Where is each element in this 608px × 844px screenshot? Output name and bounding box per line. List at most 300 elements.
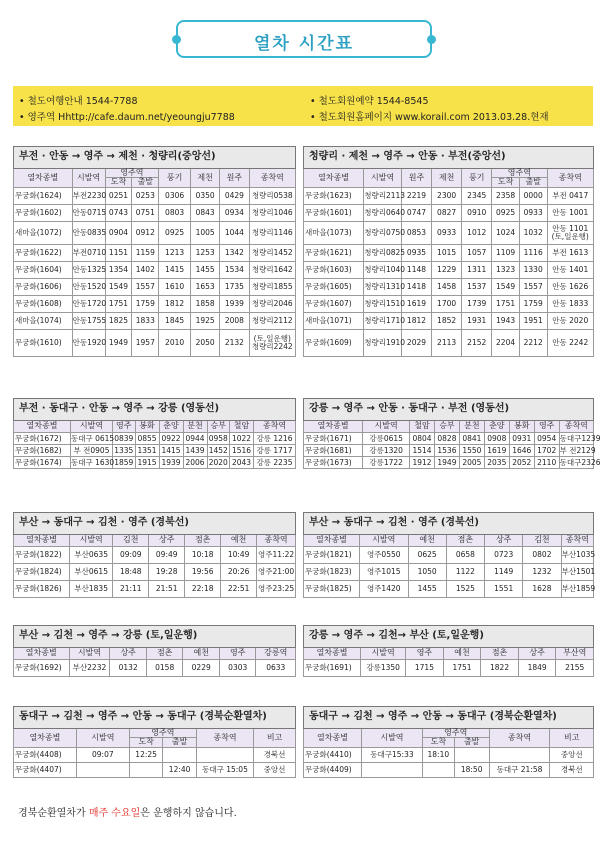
- column-header: 영주: [406, 648, 444, 660]
- table-caption: 강릉 → 영주 → 김천→ 부산 (토,일운행): [304, 626, 594, 648]
- column-header: 철암: [410, 421, 435, 433]
- column-header: 영주: [219, 648, 256, 660]
- table-cell: 1402: [132, 261, 159, 278]
- table-cell: 1700: [432, 295, 462, 312]
- table-row: [14, 261, 296, 278]
- table-row: [14, 221, 296, 244]
- table-cell: 청량리0750: [364, 221, 402, 244]
- table-cell: 1458: [432, 278, 462, 295]
- column-header: 열차종별: [304, 535, 360, 547]
- table-row: [304, 295, 594, 312]
- column-header: 제천: [190, 169, 219, 188]
- table-cell: 청량리2112: [249, 312, 295, 329]
- table-cell: 2113: [432, 329, 462, 356]
- table-cell: 2132: [220, 329, 249, 356]
- table-row: [14, 547, 296, 564]
- table-cell: 1323: [492, 261, 520, 278]
- table-cell: 1516: [230, 445, 254, 457]
- table-cell: 1858: [190, 295, 219, 312]
- footnote-pre: 경북순환열차가: [18, 808, 89, 819]
- table-cell: 1628: [523, 581, 561, 598]
- table-cell: 2050: [190, 329, 219, 356]
- table-cell: 1943: [492, 312, 520, 329]
- table-cell: 무궁화(1823): [304, 564, 360, 581]
- table-cell: 1751: [105, 295, 132, 312]
- table-cell: 무궁화(1602): [14, 204, 73, 221]
- column-header: 원주: [401, 169, 431, 188]
- column-header: 풍기: [462, 169, 492, 188]
- column-header: 열차종별: [14, 169, 73, 188]
- column-header: 강릉역: [256, 648, 296, 660]
- table-cell: 1151: [105, 244, 132, 261]
- table-cell: [422, 762, 454, 777]
- table-cell: 0933: [519, 204, 547, 221]
- table-cell: 2052: [509, 457, 534, 469]
- table-cell: 1415: [159, 445, 183, 457]
- table-cell: 안동0715: [72, 204, 105, 221]
- table-cell: 0855: [135, 433, 159, 445]
- table-cell: 10:49: [221, 547, 257, 564]
- table-cell: 1439: [183, 445, 207, 457]
- table-cell: 청량리1642: [249, 261, 295, 278]
- table-cell: 0658: [446, 547, 484, 564]
- column-header: 열차종별: [304, 169, 364, 188]
- column-header: 열차종별: [14, 535, 70, 547]
- table-cell: 1931: [462, 312, 492, 329]
- table-caption: 청량리 · 제천 → 영주 → 안동 · 부전(중앙선): [304, 147, 594, 169]
- table-cell: 청량리2113: [364, 187, 402, 204]
- table-cell: 안동1720: [72, 295, 105, 312]
- table-cell: 19:28: [149, 564, 185, 581]
- table-row: [14, 312, 296, 329]
- table-cell: 부산1501: [561, 564, 593, 581]
- table-cell: [163, 747, 197, 762]
- table-cell: 부전 1613: [547, 244, 594, 261]
- table-cell: 1005: [190, 221, 219, 244]
- table-row: [14, 747, 296, 762]
- column-header: 열차종별: [14, 729, 77, 748]
- table-cell: 1849: [518, 660, 556, 677]
- table-cell: 1812: [159, 295, 191, 312]
- table-cell: 청량리0825: [364, 244, 402, 261]
- table-cell: 20:26: [221, 564, 257, 581]
- table-cell: 부전0710: [72, 244, 105, 261]
- title-box: [176, 20, 432, 58]
- column-header: 종착역: [249, 169, 295, 188]
- table-cell: 강릉1320: [363, 445, 410, 457]
- table-cell: 2005: [459, 457, 484, 469]
- column-header: 김천: [523, 535, 561, 547]
- table-cell: 1057: [462, 244, 492, 261]
- table-cell: 무궁화(1608): [14, 295, 73, 312]
- column-header: 승부: [207, 421, 230, 433]
- table-cell: 1939: [220, 295, 249, 312]
- table-cell: 강릉1722: [363, 457, 410, 469]
- column-header: 시발역: [361, 648, 406, 660]
- table-cell: 무궁화(4408): [14, 747, 77, 762]
- table-cell: 무궁화(1671): [304, 433, 363, 445]
- table-row: [304, 433, 594, 445]
- table-cell: 0306: [159, 187, 191, 204]
- table-cell: 부산1835: [70, 581, 113, 598]
- table-row: [14, 295, 296, 312]
- table-cell: 18:50: [454, 762, 489, 777]
- table-cell: 2155: [556, 660, 594, 677]
- table-cell: 0934: [220, 204, 249, 221]
- table-row: [304, 221, 594, 244]
- table-cell: 0933: [432, 221, 462, 244]
- table-cell: [362, 762, 423, 777]
- table-cell: 0935: [401, 244, 431, 261]
- table-cell: 1551: [485, 581, 523, 598]
- table-cell: 09:49: [149, 547, 185, 564]
- table-cell: 1646: [509, 445, 534, 457]
- table-cell: 1050: [408, 564, 446, 581]
- table-cell: 무궁화(4409): [304, 762, 362, 777]
- table-row: [304, 261, 594, 278]
- table-cell: 안동 1101 (토,일운행): [547, 221, 594, 244]
- column-header: 종착역: [489, 729, 550, 748]
- column-header: 열차종별: [14, 421, 71, 433]
- table-row: [14, 244, 296, 261]
- table-row: [14, 564, 296, 581]
- table-cell: 1024: [492, 221, 520, 244]
- table-row: [304, 747, 594, 762]
- table-cell: 0910: [462, 204, 492, 221]
- table-cell: 1610: [159, 278, 191, 295]
- table-row: [14, 433, 296, 445]
- table-cell: 0931: [509, 433, 534, 445]
- table-row: [14, 457, 296, 469]
- table-cell: 1537: [462, 278, 492, 295]
- table-cell: 2204: [492, 329, 520, 356]
- table-row: [14, 660, 296, 677]
- table-cell: 안동1520: [72, 278, 105, 295]
- table-cell: 1455: [190, 261, 219, 278]
- table-cell: 안동 1833: [547, 295, 594, 312]
- table-cell: [76, 762, 129, 777]
- column-header: 영주역: [422, 729, 489, 738]
- column-header: 제천: [432, 169, 462, 188]
- table-row: [304, 187, 594, 204]
- table-cell: 21:11: [113, 581, 149, 598]
- table-cell: 1330: [519, 261, 547, 278]
- table-cell: 영주0550: [359, 547, 408, 564]
- timetable-gyeongbuk-down: [13, 512, 296, 598]
- table-caption: 부산 → 동대구 → 김천 · 영주 (경북선): [14, 513, 296, 535]
- info-line-reservation: • 철도회원예약 1544-8545: [310, 96, 429, 107]
- table-cell: 새마을(1071): [304, 312, 364, 329]
- column-header: 승부: [434, 421, 459, 433]
- table-row: [304, 564, 594, 581]
- table-cell: 동대구2326: [559, 457, 601, 467]
- table-cell: 1253: [190, 244, 219, 261]
- table-cell: 1455: [408, 581, 446, 598]
- table-cell: 12:25: [129, 747, 163, 762]
- table-row: [14, 329, 296, 356]
- table-cell: 무궁화(1825): [304, 581, 360, 598]
- table-cell: 1833: [132, 312, 159, 329]
- table-cell: 1949: [434, 457, 459, 469]
- table-cell: 무궁화(1822): [14, 547, 70, 564]
- table-cell: 무궁화(1826): [14, 581, 70, 598]
- table-cell: 청량리1910: [364, 329, 402, 356]
- table-cell: 0350: [190, 187, 219, 204]
- table-cell: 0839: [114, 433, 134, 443]
- page-title: 열차 시간표: [253, 34, 355, 54]
- timetable-jungang-up: [303, 146, 594, 357]
- column-subheader: 도착: [422, 738, 454, 747]
- table-cell: 1751: [443, 660, 481, 677]
- table-cell: 0743: [105, 204, 132, 221]
- table-cell: 무궁화(1609): [304, 329, 364, 356]
- table-cell: 09:07: [76, 747, 129, 762]
- table-cell: 무궁화(4410): [304, 747, 362, 762]
- table-cell: 부산2232: [69, 660, 110, 677]
- column-subheader: 도착: [129, 738, 163, 747]
- table-cell: 2300: [432, 187, 462, 204]
- table-cell: 1525: [446, 581, 484, 598]
- table-cell: 청량리1510: [364, 295, 402, 312]
- table-cell: 1619: [484, 445, 509, 457]
- table-row: [304, 204, 594, 221]
- table-row: [14, 581, 296, 598]
- table-cell: 무궁화(1824): [14, 564, 70, 581]
- column-header: 종착역: [257, 535, 296, 547]
- table-cell: 1012: [462, 221, 492, 244]
- table-cell: 1229: [432, 261, 462, 278]
- table-cell: 중앙선: [550, 747, 594, 762]
- table-row: [14, 445, 296, 457]
- timetable-circular-b: [303, 706, 594, 778]
- column-header: 시발역: [362, 729, 423, 748]
- table-cell: 강릉 1717: [254, 445, 296, 457]
- table-caption: 동대구 → 김천 → 영주 → 안동 → 동대구 (경북순환열차): [14, 707, 296, 729]
- table-cell: 0802: [523, 547, 561, 564]
- table-cell: 1822: [481, 660, 519, 677]
- column-header: 종착역: [561, 535, 593, 547]
- table-cell: 1044: [220, 221, 249, 244]
- table-cell: 무궁화(1674): [14, 457, 71, 469]
- table-row: [304, 244, 594, 261]
- table-caption: 동대구 → 김천 → 영주 → 안동 → 동대구 (경북순환열차): [304, 707, 594, 729]
- table-cell: 안동 1001: [547, 204, 594, 221]
- table-cell: 무궁화(1623): [304, 187, 364, 204]
- table-cell: 중앙선: [254, 762, 296, 777]
- table-cell: 12:40: [163, 762, 197, 777]
- table-cell: 1939: [159, 457, 183, 469]
- column-header: 시발역: [364, 169, 402, 188]
- timetable-busan-gangneung: [13, 625, 296, 677]
- table-cell: 안동 2020: [547, 312, 594, 329]
- column-header: 춘양: [484, 421, 509, 433]
- column-header: 열차종별: [304, 648, 361, 660]
- table-cell: 1550: [459, 445, 484, 457]
- column-header: 시발역: [71, 421, 113, 433]
- table-cell: 1549: [105, 278, 132, 295]
- column-header: 시발역: [359, 535, 408, 547]
- table-cell: 0723: [485, 547, 523, 564]
- table-cell: 무궁화(1691): [304, 660, 361, 677]
- table-cell: 안동 1401: [547, 261, 594, 278]
- column-header: 예천: [443, 648, 481, 660]
- table-cell: 무궁화(1673): [304, 457, 363, 469]
- table-cell: 1735: [220, 278, 249, 295]
- table-row: [14, 278, 296, 295]
- table-cell: 1951: [519, 312, 547, 329]
- table-cell: 청량리1040: [364, 261, 402, 278]
- table-cell: 0251: [105, 187, 132, 204]
- table-cell: 부산0635: [70, 547, 113, 564]
- column-header: 영주: [534, 421, 559, 433]
- column-header: 상주: [518, 648, 556, 660]
- table-cell: 2006: [183, 457, 207, 469]
- table-cell: 1534: [220, 261, 249, 278]
- table-cell: 0853: [401, 221, 431, 244]
- table-cell: 0843: [190, 204, 219, 221]
- table-cell: 강릉0615: [363, 433, 410, 445]
- column-header: 영주역: [105, 169, 159, 178]
- column-header: 상주: [485, 535, 523, 547]
- table-cell: 0751: [132, 204, 159, 221]
- table-cell: 0132: [110, 660, 147, 677]
- table-row: [304, 762, 594, 777]
- table-cell: 강릉1350: [361, 660, 406, 677]
- table-caption: 강릉 → 영주 → 안동 · 동대구 · 부전 (영동선): [304, 399, 594, 421]
- table-cell: 09:09: [113, 547, 149, 564]
- column-header: 분천: [183, 421, 207, 433]
- column-header: 종착역: [196, 729, 253, 748]
- column-header: 점촌: [185, 535, 221, 547]
- table-cell: 2020: [208, 457, 228, 467]
- table-cell: 동대구 21:58: [489, 762, 550, 777]
- column-subheader: 출발: [163, 738, 197, 747]
- table-caption: 부전 · 동대구 · 안동 → 영주 → 강릉 (영동선): [14, 399, 296, 421]
- table-cell: 2043: [230, 457, 254, 469]
- column-header: 열차종별: [14, 648, 70, 660]
- table-cell: 무궁화(1610): [14, 329, 73, 356]
- table-cell: 0828: [434, 433, 459, 445]
- table-cell: 0944: [183, 433, 207, 445]
- table-cell: 1116: [519, 244, 547, 261]
- table-row: [14, 762, 296, 777]
- footnote: [18, 804, 237, 819]
- table-cell: 부전 0417: [547, 187, 594, 204]
- timetable-yeongdong-down: [13, 398, 296, 469]
- column-header: 원주: [220, 169, 249, 188]
- table-row: [14, 204, 296, 221]
- table-row: [304, 329, 594, 356]
- table-cell: 1845: [159, 312, 191, 329]
- table-cell: 부전2230: [72, 187, 105, 204]
- table-cell: 0429: [220, 187, 249, 204]
- table-cell: 1759: [519, 295, 547, 312]
- table-cell: 0804: [410, 433, 435, 445]
- table-cell: 0158: [146, 660, 183, 677]
- column-header: 상주: [110, 648, 147, 660]
- table-cell: (토,일운행) 청량리2242: [249, 329, 295, 356]
- table-cell: 1859: [114, 457, 134, 467]
- table-cell: 1825: [105, 312, 132, 329]
- column-header: 시발역: [69, 648, 110, 660]
- table-caption: 부전 · 안동 → 영주 → 제천 · 청량리(중앙선): [14, 147, 296, 169]
- table-cell: 1149: [485, 564, 523, 581]
- table-row: [304, 457, 594, 469]
- table-cell: 청량리1046: [249, 204, 295, 221]
- table-cell: 1022: [230, 433, 254, 445]
- timetable-yeongdong-up: [303, 398, 601, 469]
- table-cell: 1232: [523, 564, 561, 581]
- table-cell: 2110: [534, 457, 559, 469]
- table-cell: 새마을(1074): [14, 312, 73, 329]
- column-subheader: 도착: [105, 178, 132, 187]
- table-cell: 1335: [114, 445, 134, 455]
- table-cell: 0908: [484, 433, 509, 445]
- table-cell: 1032: [519, 221, 547, 244]
- column-subheader: 출발: [454, 738, 489, 747]
- timetable-gangneung-busan: [303, 625, 594, 677]
- table-cell: 0912: [132, 221, 159, 244]
- table-cell: 1418: [401, 278, 431, 295]
- table-cell: 부 전0905: [71, 445, 113, 457]
- table-cell: 0229: [183, 660, 220, 677]
- column-header: 점촌: [146, 648, 183, 660]
- table-cell: 2219: [401, 187, 431, 204]
- table-cell: 무궁화(1601): [304, 204, 364, 221]
- column-header: 열차종별: [304, 729, 362, 748]
- table-cell: 2345: [462, 187, 492, 204]
- column-header: 예천: [408, 535, 446, 547]
- column-header: 상주: [149, 535, 185, 547]
- table-cell: 영주11:22: [257, 547, 296, 564]
- table-cell: 1015: [432, 244, 462, 261]
- column-header: 예천: [221, 535, 257, 547]
- table-cell: 1557: [132, 278, 159, 295]
- column-header: 비고: [550, 729, 594, 748]
- table-cell: 1514: [410, 445, 435, 457]
- table-row: [304, 581, 594, 598]
- table-cell: 2029: [401, 329, 431, 356]
- table-cell: 0958: [208, 433, 228, 443]
- table-cell: 동대구 0615: [71, 433, 115, 443]
- column-header: 김천: [113, 535, 149, 547]
- table-cell: 안동 2242: [547, 329, 594, 356]
- table-cell: 무궁화(1607): [304, 295, 364, 312]
- table-cell: 1957: [132, 329, 159, 356]
- table-cell: 청량리0640: [364, 204, 402, 221]
- table-cell: 1549: [492, 278, 520, 295]
- table-cell: 무궁화(4407): [14, 762, 77, 777]
- table-cell: 새마을(1073): [304, 221, 364, 244]
- column-header: 시발역: [76, 729, 129, 748]
- table-cell: 1653: [190, 278, 219, 295]
- table-cell: 19:56: [185, 564, 221, 581]
- table-row: [304, 547, 594, 564]
- column-header: 부산역: [556, 648, 594, 660]
- table-cell: [454, 747, 489, 762]
- timetable-circular-a: [13, 706, 296, 778]
- column-header: 점촌: [481, 648, 519, 660]
- table-cell: 부 전2129: [559, 445, 596, 455]
- table-cell: 1109: [492, 244, 520, 261]
- column-header: 영주역: [129, 729, 196, 738]
- table-cell: 1415: [159, 261, 191, 278]
- table-cell: 동대구1239: [559, 433, 601, 443]
- table-cell: 청량리1855: [249, 278, 295, 295]
- column-header: 봉화: [509, 421, 534, 433]
- table-cell: 2152: [462, 329, 492, 356]
- table-cell: 새마을(1072): [14, 221, 73, 244]
